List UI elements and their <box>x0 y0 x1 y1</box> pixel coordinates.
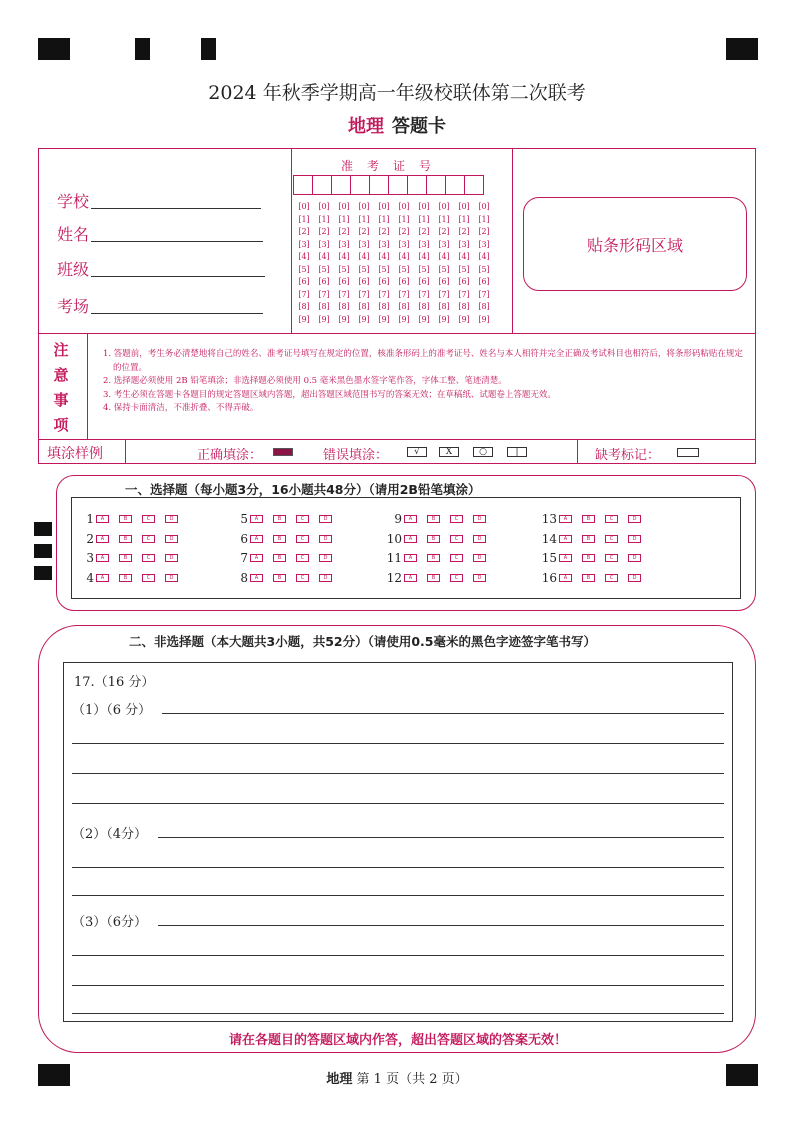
digit-bubble[interactable]: [5] <box>478 264 490 274</box>
digit-bubble[interactable]: [3] <box>438 239 450 249</box>
subject-name: 地理 <box>348 116 384 137</box>
digit-bubble[interactable]: [3] <box>478 239 490 249</box>
digit-bubble[interactable]: [5] <box>358 264 370 274</box>
mc-option-bubble[interactable]: D <box>628 515 641 523</box>
digit-bubble[interactable]: [1] <box>358 214 370 224</box>
footer-page-number: 第 1 页（共 2 页） <box>356 1072 468 1087</box>
digit-bubble[interactable]: [1] <box>398 214 410 224</box>
mc-option-bubble[interactable]: B <box>119 535 132 543</box>
digit-bubble[interactable]: [7] <box>438 289 450 299</box>
digit-bubble[interactable]: [7] <box>358 289 370 299</box>
part-3-label: （3）（6分） <box>72 915 148 930</box>
digit-bubble[interactable]: [1] <box>478 214 490 224</box>
mc-option-bubble[interactable]: D <box>319 535 332 543</box>
answer-line[interactable] <box>72 773 724 774</box>
digit-bubble[interactable]: [8] <box>398 302 410 311</box>
digit-bubble[interactable]: [6] <box>458 277 470 286</box>
correct-fill-mark <box>273 448 293 456</box>
digit-bubble[interactable]: [3] <box>358 239 370 249</box>
fill-example-row <box>39 439 755 464</box>
digit-row <box>294 264 494 277</box>
digit-bubble[interactable]: [3] <box>298 239 310 249</box>
mc-option-bubble[interactable]: B <box>427 574 440 582</box>
digit-bubble[interactable]: [2] <box>338 227 350 236</box>
mc-question-number: 12 <box>386 571 402 585</box>
digit-bubble[interactable]: [6] <box>438 277 450 286</box>
digit-bubble[interactable]: [9] <box>398 314 410 324</box>
mc-question <box>539 512 641 526</box>
mc-option-bubble[interactable]: B <box>273 554 286 562</box>
digit-bubble[interactable]: [8] <box>318 302 330 311</box>
answer-line[interactable] <box>72 803 724 804</box>
digit-bubble[interactable]: [9] <box>438 314 450 324</box>
mc-question-number: 10 <box>386 532 402 546</box>
mc-option-bubble[interactable]: C <box>142 574 155 582</box>
digit-bubble[interactable]: [7] <box>478 289 490 299</box>
digit-bubble[interactable]: [6] <box>358 277 370 286</box>
mc-option-bubble[interactable]: A <box>250 535 263 543</box>
mc-option-bubble[interactable]: C <box>142 535 155 543</box>
mc-option-bubble[interactable]: D <box>165 574 178 582</box>
mc-question-number: 5 <box>240 512 248 526</box>
digit-bubble[interactable]: [7] <box>338 289 350 299</box>
mc-option-bubble[interactable]: C <box>142 515 155 523</box>
notice-char: 项 <box>53 416 69 434</box>
digit-row <box>294 239 494 252</box>
digit-row <box>294 201 494 214</box>
answer-line[interactable] <box>72 955 724 956</box>
answer-line[interactable] <box>72 867 724 868</box>
answer-line[interactable] <box>72 985 724 986</box>
digit-bubble[interactable]: [5] <box>398 264 410 274</box>
digit-bubble[interactable]: [0] <box>358 202 370 211</box>
non-choice-heading: 二、非选择题（本大题共3小题，共52分）（请使用0.5毫米的黑色字迹签字笔书写） <box>129 634 596 649</box>
part-1-label: （1）（6 分） <box>72 703 152 718</box>
mc-option-bubble[interactable]: A <box>96 515 109 523</box>
digit-bubble[interactable]: [9] <box>378 314 390 324</box>
mc-option-bubble[interactable]: C <box>296 574 309 582</box>
mc-question <box>76 551 178 565</box>
digit-bubble[interactable]: [4] <box>318 252 330 261</box>
digit-bubble[interactable]: [8] <box>418 302 430 311</box>
digit-bubble[interactable]: [0] <box>338 202 350 211</box>
digit-bubble[interactable]: [9] <box>358 314 370 324</box>
digit-bubble[interactable]: [7] <box>398 289 410 299</box>
digit-bubble[interactable]: [0] <box>378 202 390 211</box>
digit-bubble[interactable]: [3] <box>378 239 390 249</box>
mc-question <box>76 532 178 546</box>
wrong-circle-mark: ○ <box>473 447 493 457</box>
notice-char: 事 <box>53 391 69 409</box>
page-footer <box>0 1068 794 1087</box>
mc-option-bubble[interactable]: A <box>404 554 417 562</box>
mc-option-bubble[interactable]: C <box>605 574 618 582</box>
mc-option-bubble[interactable]: B <box>427 554 440 562</box>
part-2-label: （2）（4分） <box>72 827 148 842</box>
mc-option-bubble[interactable]: C <box>605 554 618 562</box>
digit-bubble[interactable]: [1] <box>438 214 450 224</box>
mc-option-bubble[interactable]: B <box>582 535 595 543</box>
mc-option-bubble[interactable]: A <box>404 515 417 523</box>
fill-example-label: 填涂样例 <box>47 446 103 462</box>
digit-bubble[interactable]: [9] <box>338 314 350 324</box>
digit-bubble[interactable]: [7] <box>318 289 330 299</box>
digit-bubble[interactable]: [4] <box>398 252 410 261</box>
ticket-digit-grid[interactable] <box>294 201 494 326</box>
mc-option-bubble[interactable]: D <box>473 554 486 562</box>
mc-option-bubble[interactable]: D <box>319 554 332 562</box>
digit-bubble[interactable]: [9] <box>318 314 330 324</box>
mc-option-bubble[interactable]: A <box>250 554 263 562</box>
mc-question-number: 7 <box>240 551 248 565</box>
absent-label: 缺考标记： <box>595 448 661 463</box>
absent-checkbox[interactable] <box>677 448 699 457</box>
mc-option-bubble[interactable]: B <box>273 574 286 582</box>
question-17-label: 17.（16 分） <box>74 675 155 690</box>
mc-question-number: 16 <box>541 571 557 585</box>
digit-bubble[interactable]: [0] <box>478 202 490 211</box>
digit-bubble[interactable]: [8] <box>378 302 390 311</box>
digit-bubble[interactable]: [0] <box>458 202 470 211</box>
mc-option-bubble[interactable]: A <box>404 535 417 543</box>
ticket-digit-cell[interactable] <box>350 175 370 195</box>
wrong-cross-mark: X <box>439 447 459 457</box>
ticket-digit-cell[interactable] <box>464 175 484 195</box>
timing-mark <box>34 544 52 558</box>
mc-question <box>539 551 641 565</box>
mc-option-bubble[interactable]: D <box>628 535 641 543</box>
mc-option-bubble[interactable]: D <box>165 535 178 543</box>
mc-option-bubble[interactable]: D <box>473 515 486 523</box>
ticket-number-cells[interactable] <box>293 175 483 195</box>
digit-bubble[interactable]: [2] <box>378 227 390 236</box>
non-choice-section <box>38 625 756 1053</box>
answer-line[interactable] <box>72 1013 724 1014</box>
mc-option-bubble[interactable]: B <box>119 515 132 523</box>
answer-line[interactable] <box>72 743 724 744</box>
mc-question-number: 1 <box>86 512 94 526</box>
digit-bubble[interactable]: [4] <box>358 252 370 261</box>
digit-bubble[interactable]: [4] <box>338 252 350 261</box>
digit-bubble[interactable]: [5] <box>378 264 390 274</box>
mc-question-number: 11 <box>386 551 402 565</box>
mc-question-number: 6 <box>240 532 248 546</box>
mc-option-bubble[interactable]: A <box>96 554 109 562</box>
room-label: 考场 <box>57 297 90 316</box>
digit-bubble[interactable]: [1] <box>338 214 350 224</box>
digit-row <box>294 289 494 302</box>
digit-bubble[interactable]: [4] <box>438 252 450 261</box>
mc-option-bubble[interactable]: B <box>582 515 595 523</box>
mc-option-bubble[interactable]: D <box>628 554 641 562</box>
timing-mark <box>34 566 52 580</box>
mc-question-number: 2 <box>86 532 94 546</box>
ticket-digit-cell[interactable] <box>407 175 427 195</box>
mc-option-bubble[interactable]: C <box>142 554 155 562</box>
school-label: 学校 <box>57 192 90 211</box>
mc-question-number: 9 <box>394 512 402 526</box>
digit-bubble[interactable]: [6] <box>398 277 410 286</box>
mc-option-bubble[interactable]: B <box>119 554 132 562</box>
digit-bubble[interactable]: [2] <box>318 227 330 236</box>
digit-row <box>294 301 494 314</box>
answer-box-17 <box>63 662 733 1022</box>
mc-option-bubble[interactable]: D <box>165 515 178 523</box>
correct-fill-label: 正确填涂： <box>197 448 263 463</box>
digit-bubble[interactable]: [0] <box>398 202 410 211</box>
mc-question-number: 14 <box>541 532 557 546</box>
digit-bubble[interactable]: [2] <box>478 227 490 236</box>
answer-line[interactable] <box>158 925 724 926</box>
notice-list <box>103 348 743 416</box>
ticket-digit-cell[interactable] <box>445 175 465 195</box>
mc-option-bubble[interactable]: D <box>165 554 178 562</box>
mc-option-bubble[interactable]: B <box>273 515 286 523</box>
digit-bubble[interactable]: [6] <box>478 277 490 286</box>
mc-option-bubble[interactable]: D <box>319 574 332 582</box>
digit-bubble[interactable]: [2] <box>398 227 410 236</box>
digit-bubble[interactable]: [8] <box>458 302 470 311</box>
mc-question-number: 8 <box>240 571 248 585</box>
mc-option-bubble[interactable]: B <box>427 515 440 523</box>
digit-bubble[interactable]: [4] <box>418 252 430 261</box>
room-field[interactable] <box>57 294 263 317</box>
answer-line[interactable] <box>162 713 724 714</box>
digit-bubble[interactable]: [2] <box>458 227 470 236</box>
digit-bubble[interactable]: [7] <box>458 289 470 299</box>
mc-option-bubble[interactable]: B <box>119 574 132 582</box>
mc-question-number: 4 <box>86 571 94 585</box>
mc-option-bubble[interactable]: D <box>319 515 332 523</box>
mc-option-bubble[interactable]: A <box>96 535 109 543</box>
answer-area-warning: 请在各题目的答题区域内作答，超出答题区域的答案无效！ <box>228 1033 567 1048</box>
digit-bubble[interactable]: [8] <box>358 302 370 311</box>
digit-bubble[interactable]: [5] <box>458 264 470 274</box>
mc-option-bubble[interactable]: A <box>250 515 263 523</box>
digit-bubble[interactable]: [6] <box>338 277 350 286</box>
notice-label <box>47 339 75 439</box>
digit-row <box>294 276 494 289</box>
digit-bubble[interactable]: [0] <box>418 202 430 211</box>
digit-bubble[interactable]: [7] <box>418 289 430 299</box>
mc-option-bubble[interactable]: C <box>450 554 463 562</box>
digit-bubble[interactable]: [9] <box>458 314 470 324</box>
digit-bubble[interactable]: [0] <box>438 202 450 211</box>
name-field[interactable] <box>57 222 263 245</box>
mc-question <box>230 571 332 585</box>
digit-bubble[interactable]: [6] <box>378 277 390 286</box>
class-field[interactable] <box>57 257 265 280</box>
mc-question <box>384 532 486 546</box>
digit-bubble[interactable]: [8] <box>438 302 450 311</box>
registration-mark <box>726 38 758 60</box>
mc-option-bubble[interactable]: B <box>273 535 286 543</box>
mc-question <box>230 532 332 546</box>
digit-bubble[interactable]: [5] <box>338 264 350 274</box>
mc-option-bubble[interactable]: A <box>559 554 572 562</box>
digit-bubble[interactable]: [6] <box>318 277 330 286</box>
mc-question <box>539 532 641 546</box>
mc-option-bubble[interactable]: C <box>605 515 618 523</box>
mc-question <box>76 571 178 585</box>
digit-row <box>294 226 494 239</box>
mc-option-bubble[interactable]: C <box>450 535 463 543</box>
digit-bubble[interactable]: [1] <box>458 214 470 224</box>
mc-option-bubble[interactable]: A <box>96 574 109 582</box>
digit-bubble[interactable]: [6] <box>418 277 430 286</box>
mc-question <box>384 551 486 565</box>
digit-bubble[interactable]: [3] <box>398 239 410 249</box>
wrong-fill-label: 错误填涂： <box>323 448 389 463</box>
mc-option-bubble[interactable]: C <box>605 535 618 543</box>
mc-question <box>384 571 486 585</box>
notice-item: 4. 保持卡面清洁，不准折叠、不得弄破。 <box>103 403 259 413</box>
notice-item: 2. 选择题必须使用 2B 铅笔填涂；非选择题必须使用 0.5 毫米黑色墨水签字笔作答，字体工整、笔迹清楚。 <box>103 376 507 386</box>
mc-option-bubble[interactable]: D <box>473 535 486 543</box>
school-field[interactable] <box>57 189 261 212</box>
mc-question <box>230 551 332 565</box>
digit-bubble[interactable]: [5] <box>298 264 310 274</box>
class-label: 班级 <box>57 260 90 279</box>
wrong-bar-mark: | <box>507 447 527 457</box>
student-info-box <box>38 148 756 464</box>
digit-bubble[interactable]: [4] <box>478 252 490 261</box>
digit-bubble[interactable]: [9] <box>478 314 490 324</box>
registration-mark <box>201 38 216 60</box>
notice-char: 意 <box>53 366 69 384</box>
mc-question-number: 3 <box>86 551 94 565</box>
mc-option-bubble[interactable]: C <box>296 535 309 543</box>
answer-line[interactable] <box>158 837 724 838</box>
mc-question-number: 15 <box>541 551 557 565</box>
digit-bubble[interactable]: [4] <box>298 252 310 261</box>
registration-mark <box>135 38 150 60</box>
digit-bubble[interactable]: [4] <box>378 252 390 261</box>
ticket-digit-cell[interactable] <box>388 175 408 195</box>
mc-option-bubble[interactable]: A <box>559 515 572 523</box>
footer-subject: 地理 <box>326 1072 353 1087</box>
mc-option-bubble[interactable]: A <box>559 535 572 543</box>
digit-bubble[interactable]: [0] <box>298 202 310 211</box>
barcode-area: 贴条形码区域 <box>523 197 747 291</box>
digit-bubble[interactable]: [2] <box>358 227 370 236</box>
mc-option-bubble[interactable]: B <box>582 574 595 582</box>
mc-option-bubble[interactable]: C <box>450 574 463 582</box>
notice-item: 3. 考生必须在答题卡各题目的规定答题区域内答题，超出答题区域范围书写的答案无效；在草稿纸、试题卷上答题无效。 <box>103 389 556 400</box>
multiple-choice-box <box>71 497 741 599</box>
digit-bubble[interactable]: [5] <box>318 264 330 274</box>
digit-bubble[interactable]: [9] <box>298 314 310 324</box>
ticket-digit-cell[interactable] <box>369 175 389 195</box>
mc-option-bubble[interactable]: A <box>250 574 263 582</box>
digit-bubble[interactable]: [5] <box>418 264 430 274</box>
mc-question <box>230 512 332 526</box>
card-label: 答题卡 <box>392 116 446 137</box>
notice-item: 1. 答题前，考生务必清楚地将自己的姓名、准考证号填写在规定的位置，核准条形码上的准考证号、姓名与本人相符并完全正确及考试科目也相符后，将条形码粘贴在规定的位置。 <box>103 349 743 373</box>
ticket-digit-cell[interactable] <box>293 175 313 195</box>
digit-bubble[interactable]: [5] <box>438 264 450 274</box>
mc-option-bubble[interactable]: B <box>427 535 440 543</box>
digit-bubble[interactable]: [3] <box>418 239 430 249</box>
digit-bubble[interactable]: [2] <box>418 227 430 236</box>
mc-option-bubble[interactable]: A <box>404 574 417 582</box>
digit-bubble[interactable]: [8] <box>478 302 490 311</box>
ticket-number-title: 准考证号 <box>340 159 445 173</box>
digit-bubble[interactable]: [4] <box>458 252 470 261</box>
digit-bubble[interactable]: [1] <box>378 214 390 224</box>
digit-bubble[interactable]: [1] <box>318 214 330 224</box>
digit-bubble[interactable]: [8] <box>298 302 310 311</box>
ticket-digit-cell[interactable] <box>312 175 332 195</box>
digit-bubble[interactable]: [1] <box>298 214 310 224</box>
mc-question-number: 13 <box>541 512 557 526</box>
digit-bubble[interactable]: [6] <box>298 277 310 286</box>
digit-row <box>294 214 494 227</box>
digit-row <box>294 251 494 264</box>
exam-title: 2024 年秋季学期高一年级校联体第二次联考 <box>208 82 586 104</box>
multiple-choice-heading: 一、选择题（每小题3分，16小题共48分）（请用2B铅笔填涂） <box>125 482 481 497</box>
mc-option-bubble[interactable]: C <box>450 515 463 523</box>
digit-bubble[interactable]: [9] <box>418 314 430 324</box>
digit-bubble[interactable]: [7] <box>298 289 310 299</box>
digit-bubble[interactable]: [3] <box>458 239 470 249</box>
mc-question <box>539 571 641 585</box>
digit-bubble[interactable]: [3] <box>318 239 330 249</box>
answer-line[interactable] <box>72 895 724 896</box>
digit-bubble[interactable]: [0] <box>318 202 330 211</box>
wrong-check-mark: √ <box>407 447 427 457</box>
mc-option-bubble[interactable]: C <box>296 515 309 523</box>
registration-mark <box>38 38 70 60</box>
digit-bubble[interactable]: [8] <box>338 302 350 311</box>
digit-bubble[interactable]: [7] <box>378 289 390 299</box>
mc-option-bubble[interactable]: C <box>296 554 309 562</box>
digit-bubble[interactable]: [2] <box>438 227 450 236</box>
mc-option-bubble[interactable]: B <box>582 554 595 562</box>
mc-option-bubble[interactable]: D <box>628 574 641 582</box>
mc-question <box>76 512 178 526</box>
mc-option-bubble[interactable]: D <box>473 574 486 582</box>
digit-bubble[interactable]: [3] <box>338 239 350 249</box>
digit-row <box>294 314 494 327</box>
ticket-digit-cell[interactable] <box>426 175 446 195</box>
notice-char: 注 <box>53 341 69 359</box>
digit-bubble[interactable]: [1] <box>418 214 430 224</box>
timing-mark <box>34 522 52 536</box>
card-subtitle <box>0 112 794 138</box>
name-label: 姓名 <box>57 225 90 244</box>
multiple-choice-section <box>56 475 756 611</box>
ticket-digit-cell[interactable] <box>331 175 351 195</box>
mc-option-bubble[interactable]: A <box>559 574 572 582</box>
digit-bubble[interactable]: [2] <box>298 227 310 236</box>
mc-question <box>384 512 486 526</box>
